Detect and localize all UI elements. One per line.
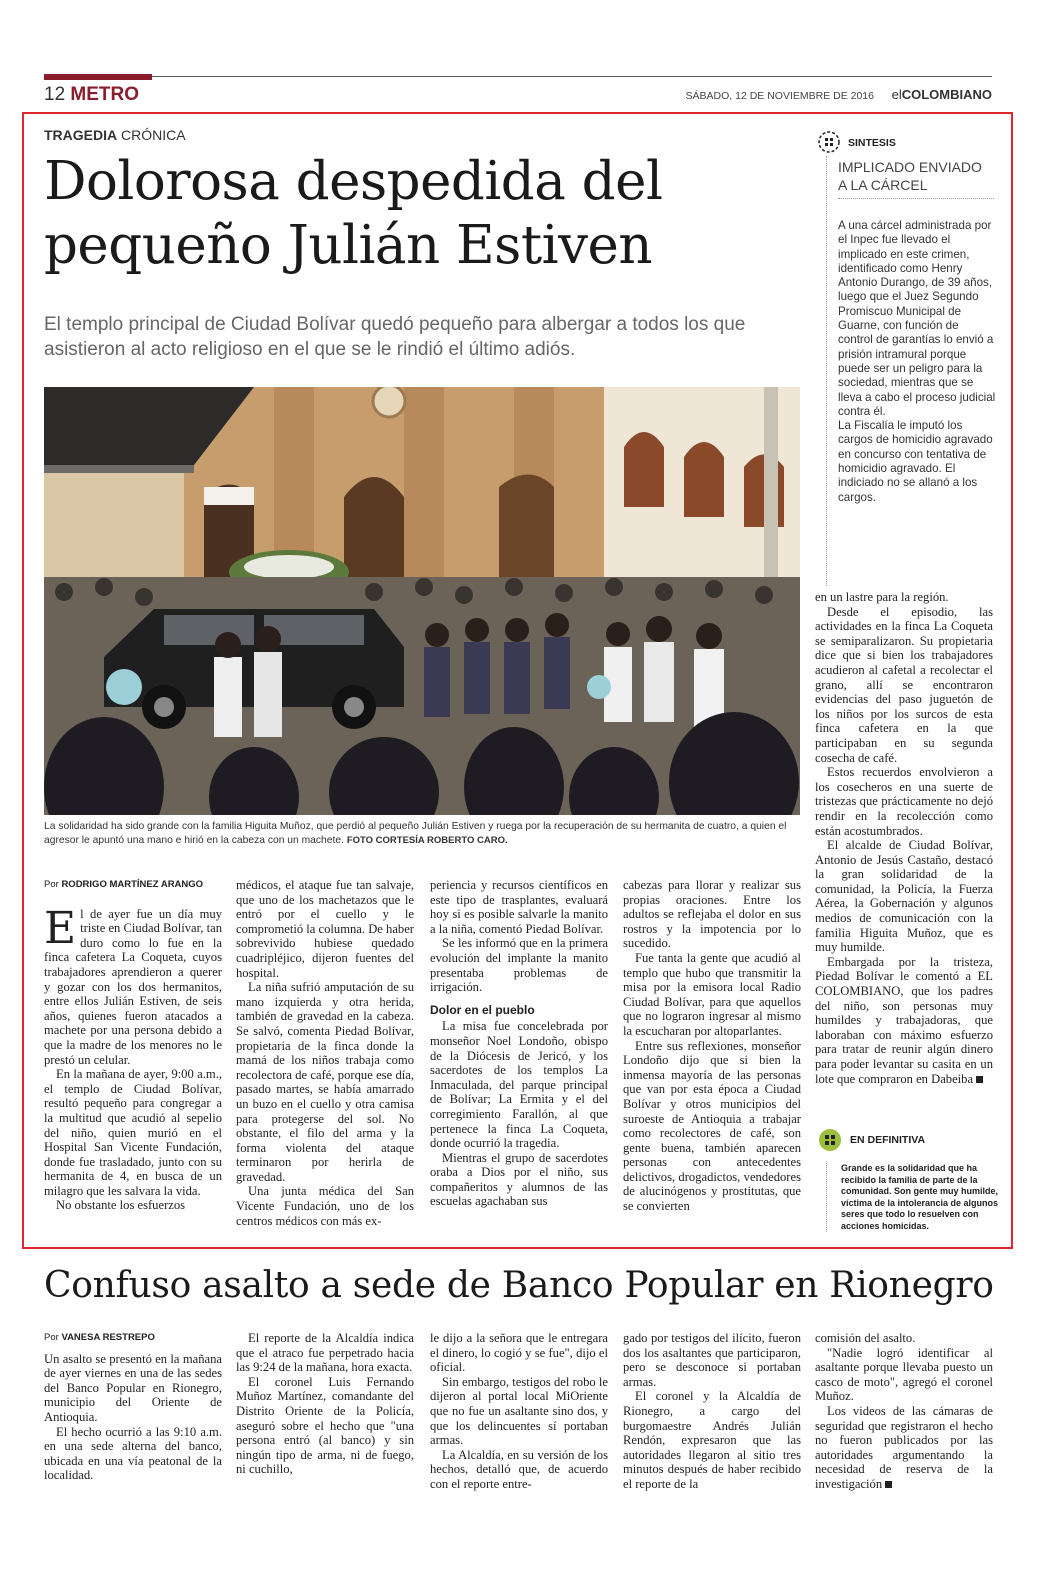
body-paragraph: Estos recuerdos envolvieron a los cosecheros en una suerte de tristezas que prácticamente no dejó rendir en la recolección como están acostumbrados. <box>815 765 993 838</box>
sintesis-icon <box>818 131 840 153</box>
body-paragraph: Sin embargo, testigos del robo le dijeron al portal local MiOriente que no fue un asaltante sino dos, y que los delincuentes sí portaban armas. <box>430 1374 608 1448</box>
story1-column-5 <box>815 590 993 1086</box>
page-number: 12 <box>44 84 66 105</box>
story2-column-3 <box>430 1331 608 1492</box>
brand-prefix: el <box>891 87 902 102</box>
body-paragraph <box>815 955 993 1086</box>
story-deck: El templo principal de Ciudad Bolívar quedó pequeño para albergar a todos los que asistieron al acto religioso en el que se le rindió el último adiós. <box>44 314 746 360</box>
lead-text: l de ayer fue un día muy triste en Ciudad Bolívar, tan duro como lo fue en la finca cafetera La Coqueta, cuyos trabajadores aprendieron a querer y gozar con los dos hermanitos, entre ellos Julián Estiven, de seis años, quienes fueron atacados a machete por una persona debido a que la madre de los menores no le prestó un celular. <box>44 906 222 1067</box>
second-headline: Confuso asalto a sede de Banco Popular en Rionegro <box>44 1265 994 1306</box>
body-paragraph: El coronel Luis Fernando Muñoz Martínez, comandante del Distrito Oriente de la Policía, aseguró sobre el hecho que "una persona entró (al banco) y sin ningún tipo de arma, ni de fuego, ni cuchillo, <box>236 1374 414 1477</box>
story2-column-5 <box>815 1331 993 1492</box>
sintesis-paragraph: A una cárcel administrada por el Inpec fue llevado el implicado en este crimen, identificado como Henry Antonio Durango, de 39 años, luego que el Juez Segundo Promiscuo Municipal de Guarne, con función de control de garantías lo envió a prisión intramural porque puede ser un peligro para la sociedad, mientras que se lleva a cabo el proceso judicial contra él. <box>838 219 996 418</box>
funeral-photo <box>44 387 800 815</box>
body-paragraph: Se les informó que en la primera evolución del implante la manito presentaba problemas de irrigación. <box>430 936 608 995</box>
brand-name: COLOMBIANO <box>901 87 992 102</box>
byline <box>44 1331 222 1346</box>
byline-prefix: Por <box>44 879 59 890</box>
body-paragraph: médicos, el ataque fue tan salvaje, que uno de los machetazos que le entró por el cuello y le comprometió la columna. De haber sobrevivido hubiese quedado cuadripléjico, dijeron fuentes del hospital. <box>236 878 414 980</box>
story2-column-4 <box>623 1331 801 1492</box>
story1-column-4 <box>623 878 801 1214</box>
body-paragraph: La Alcaldía, en su versión de los hechos, detalló que, de acuerdo con el reporte entre- <box>430 1447 608 1491</box>
body-paragraph: Mientras el grupo de sacerdotes oraba a Dios por el niño, sus compañeritos y alumnos de las escuelas agachaban sus <box>430 1150 608 1209</box>
page-number-section <box>44 84 139 106</box>
lead-paragraph <box>44 902 222 1068</box>
story1-column-2 <box>236 878 414 1228</box>
story1-column-1 <box>44 878 222 1213</box>
body-paragraph: El hecho ocurrió a las 9:10 a.m. en una sede alterna del banco, ubicada en una vía peatonal de la localidad. <box>44 1424 222 1483</box>
kicker-type: CRÓNICA <box>121 127 186 143</box>
body-paragraph: le dijo a la señora que le entregara el dinero, lo cogió y se fue", dijo el oficial. <box>430 1331 608 1375</box>
body-paragraph: Un asalto se presentó en la mañana de ayer viernes en una de las sedes del Banco Popular en Rionegro, municipio del Oriente de Antioquia. <box>44 1351 222 1424</box>
body-paragraph: El coronel y la Alcaldía de Rionegro, a cargo del burgomaestre Andrés Julián Rendón, expresaron que las autoridades llegaron al sitio tres minutos después de haber recibido el reporte de la <box>623 1389 801 1491</box>
body-paragraph: Desde el episodio, las actividades en la finca La Coqueta se semiparalizaron. Su propietaria dice que si bien los trabajadores acudieron al cafetal a recolectar el grano, allí se encontraron evidencias del paso juguetón de los niños por los surcos de esta finca cafetera en la que participaban en su segunda cosecha de café. <box>815 604 993 765</box>
byline <box>44 878 222 893</box>
story2-column-2 <box>236 1331 414 1477</box>
closing-text: Embargada por la tristeza, Piedad Bolívar le comentó a EL COLOMBIANO, que los padres del niño, son personas muy humildes y trabajadoras, que laboraban con máximo esfuerzo para tratar de reunir algún dinero para poder levantar su casita en un lote que compraron en Dabeiba <box>815 954 993 1086</box>
body-paragraph: Una junta médica del San Vicente Fundación, uno de los centros médicos con más ex- <box>236 1184 414 1228</box>
body-paragraph: cabezas para llorar y realizar sus propias oraciones. Entre los adultos se reflejaba el dolor en sus rostros y la impotencia por lo sucedido. <box>623 878 801 951</box>
caption-text: La solidaridad ha sido grande con la familia Higuita Muñoz, que perdió al pequeño Julián Estiven y ruega por la recuperación de su hermanita de cuatro, a quien el agresor le apuntó una mano e hirió en la cabeza con un machete. <box>44 821 787 846</box>
page-masthead <box>44 72 992 106</box>
section-name: METRO <box>70 84 140 105</box>
body-paragraph: "Nadie logró identificar al asaltante porque llevaba puesto un casco de moto", agregó el coronel Muñoz. <box>815 1345 993 1404</box>
story1-column-3 <box>430 878 608 1209</box>
body-paragraph: La niña sufrió amputación de su mano izquierda y otra herida, también de gravedad en la cabeza. Se salvó, comenta Piedad Bolívar, propietaria de la finca donde la mamá de los niños trabaja como recolectora de café, porque ese día, pasado martes, se había amarrado un buzo en el cuello y otra camisa para protegerse del sol. No obstante, el filo del arma y la forma violenta del ataque terminaron por herirla de gravedad. <box>236 980 414 1184</box>
main-headline: Dolorosa despedida del pequeño Julián Estiven <box>44 151 663 276</box>
kicker-bold: TRAGEDIA <box>44 127 118 143</box>
sintesis-title: IMPLICADO ENVIADO A LA CÁRCEL <box>838 158 994 199</box>
newspaper-brand <box>892 87 992 102</box>
section-color-bar <box>44 74 152 80</box>
sintesis-body <box>838 219 996 505</box>
end-mark-icon <box>885 1481 892 1488</box>
en-definitiva-icon <box>818 1128 842 1152</box>
end-mark-icon <box>976 1076 983 1083</box>
en-definitiva-body: Grande es la solidaridad que ha recibido la familia de parte de la comunidad. Son gente muy humilde, víctima de la intolerancia de algunos seres que todo lo resuelven con acciones homicidas. <box>826 1163 1001 1232</box>
story-kicker <box>44 127 186 143</box>
body-paragraph: El alcalde de Ciudad Bolívar, Antonio de Jesús Castaño, destacó la gran solidaridad de la comunidad, la Policía, la Fuerza Aérea, la Gobernación y algunos medios de comunicación con la familia Higuita Muñoz, que es muy humilde. <box>815 838 993 955</box>
body-paragraph: en un lastre para la región. <box>815 590 949 604</box>
body-paragraph <box>815 1404 993 1492</box>
en-definitiva-label: EN DEFINITIVA <box>850 1134 926 1146</box>
byline-author: RODRIGO MARTÍNEZ ARANGO <box>61 879 204 890</box>
body-paragraph: Entre sus reflexiones, monseñor Londoño dijo que si bien la inmensa mayoría de las personas que van por esta época a Ciudad Bolívar y otros municipios del suroeste de Antioquia a trabajar como recolectores de café, son gente buena, también aparecen personas con antecedentes delictivos, drogadictos, vendedores de alucinógenos y prostitutas, que se convierten <box>623 1038 801 1214</box>
photo-credit: FOTO CORTESÍA ROBERTO CARO. <box>346 835 508 846</box>
body-paragraph: No obstante los esfuerzos <box>56 1198 186 1213</box>
sintesis-header <box>816 131 994 159</box>
body-paragraph: En la mañana de ayer, 9:00 a.m., el templo de Ciudad Bolívar, resultó pequeño para congregar a la multitud que acudió al sepelio del niño, quien murió en el Hospital San Vicente Fundación, donde fue trasladado, junto con su hermanita de 4, en busca de un milagro que les salvara la vida. <box>44 1067 222 1198</box>
sintesis-paragraph: La Fiscalía le imputó los cargos de homicidio agravado en concurso con tentativa de homicidio agravado. El indiciado no se allanó a los cargos. <box>838 419 993 504</box>
closing-text: Los videos de las cámaras de seguridad que registraron el hecho no fueron publicados por las autoridades argumentando la necesidad de reserva de la investigación <box>815 1403 993 1491</box>
byline-author: VANESA RESTREPO <box>61 1332 155 1343</box>
sintesis-label: SINTESIS <box>848 137 896 149</box>
story2-column-1 <box>44 1331 222 1483</box>
issue-date: SÁBADO, 12 DE NOVIEMBRE DE 2016 <box>685 90 874 102</box>
subheading: Dolor en el pueblo <box>430 1002 535 1017</box>
byline-prefix: Por <box>44 1332 59 1343</box>
body-paragraph: gado por testigos del ilícito, fueron dos los asaltantes que participaron, pero se desconoce si portaban armas. <box>623 1331 801 1389</box>
body-paragraph: comisión del asalto. <box>815 1331 916 1345</box>
photo-caption <box>44 820 800 848</box>
funeral-photo-illustration <box>44 387 800 815</box>
sidebar-dotted-rule <box>826 156 828 586</box>
body-paragraph: Fue tanta la gente que acudió al templo que hubo que transmitir la misa por la emisora local Radio Ciudad Bolívar, para que aquellos que no lograron ingresar al mismo la escucharan por altoparlantes. <box>623 950 801 1038</box>
drop-cap: E <box>44 902 77 954</box>
body-paragraph: El reporte de la Alcaldía indica que el atraco fue perpetrado hacia las 9:24 de la mañana, hora exacta. <box>236 1331 414 1375</box>
body-paragraph: periencia y recursos científicos en este tipo de trasplantes, evaluará hoy si es posible salvarle la manito a la niña, comentó Piedad Bolívar. <box>430 878 608 936</box>
body-paragraph: La misa fue concelebrada por monseñor Noel Londoño, obispo de la Diócesis de Jericó, y los sacerdotes de los templos La Inmaculada, del parque principal de Bolívar; La Ermita y el del corregimiento Farallón, al que pertenece la finca La Coqueta, donde ocurrió la tragedia. <box>430 1019 608 1151</box>
masthead-rule <box>44 76 992 77</box>
